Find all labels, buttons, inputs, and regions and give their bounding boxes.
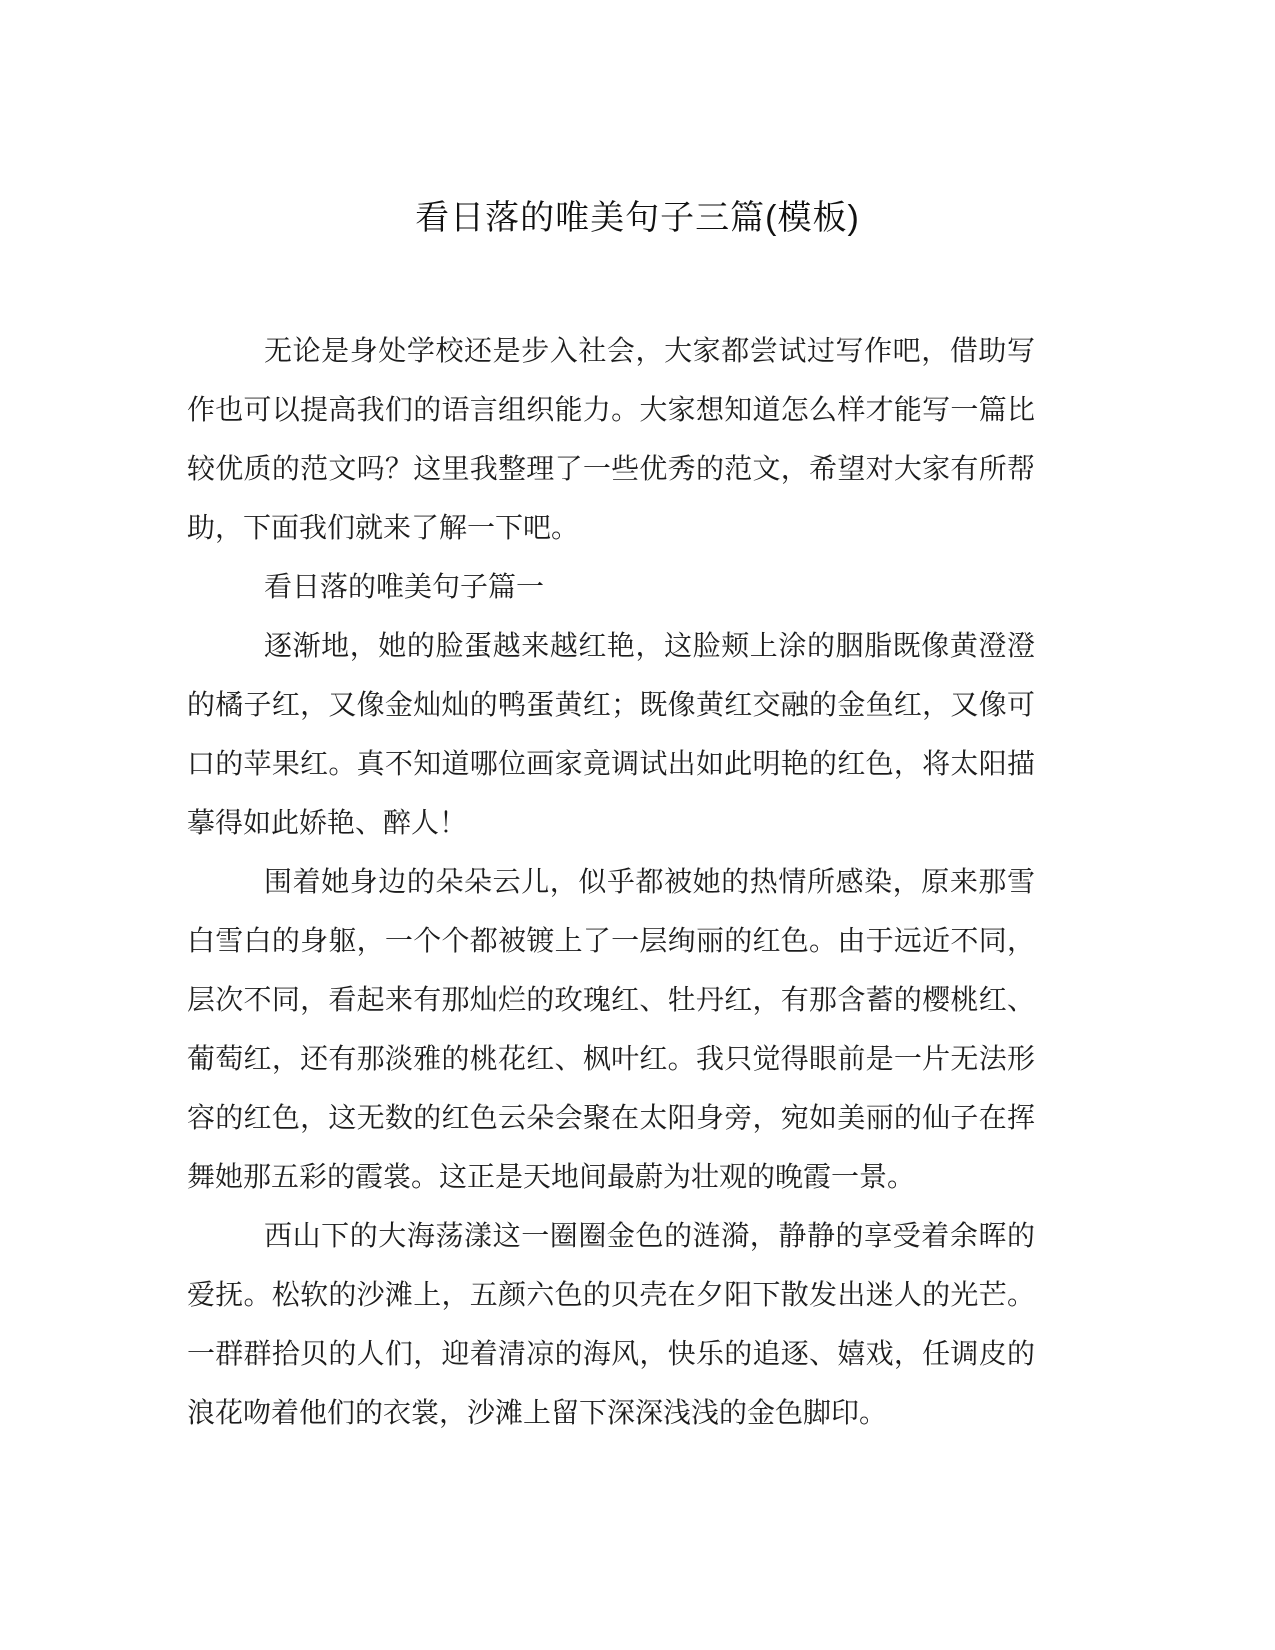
paragraph-sunset-colors: 逐渐地，她的脸蛋越来越红艳，这脸颊上涂的胭脂既像黄澄澄的橘子红，又像金灿灿的鸭蛋黄红；既像黄红交融的金鱼红，又像可口的苹果红。真不知道哪位画家竟调试出如此明艳的红色，将太阳描摹得如此娇艳、醉人！ (187, 631, 1035, 839)
paragraph-clouds: 围着她身边的朵朵云儿，似乎都被她的热情所感染，原来那雪白雪白的身躯，一个个都被镀上了一层绚丽的红色。由于远近不同，层次不同，看起来有那灿烂的玫瑰红、牡丹红，有那含蓄的樱桃红、葡萄红，还有那淡雅的桃花红、枫叶红。我只觉得眼前是一片无法形容的红色，这无数的红色云朵会聚在太阳身旁，宛如美丽的仙子在挥舞她那五彩的霞裳。这正是天地间最蔚为壮观的晚霞一景。 (187, 867, 1035, 1193)
paragraph-intro: 无论是身处学校还是步入社会，大家都尝试过写作吧，借助写作也可以提高我们的语言组织能力。大家想知道怎么样才能写一篇比较优质的范文吗？这里我整理了一些优秀的范文，希望对大家有所帮助，下面我们就来了解一下吧。 (187, 336, 1035, 544)
section-heading-part-one: 看日落的唯美句子篇一 (264, 572, 545, 603)
paragraph-sea-beach: 西山下的大海荡漾这一圈圈金色的涟漪，静静的享受着余晖的爱抚。松软的沙滩上，五颜六色的贝壳在夕阳下散发出迷人的光芒。一群群拾贝的人们，迎着清凉的海风，快乐的追逐、嬉戏，任调皮的浪花吻着他们的衣裳，沙滩上留下深深浅浅的金色脚印。 (187, 1221, 1035, 1429)
document-title: 看日落的唯美句子三篇(模板) (415, 199, 860, 237)
document-body (187, 322, 1035, 1443)
